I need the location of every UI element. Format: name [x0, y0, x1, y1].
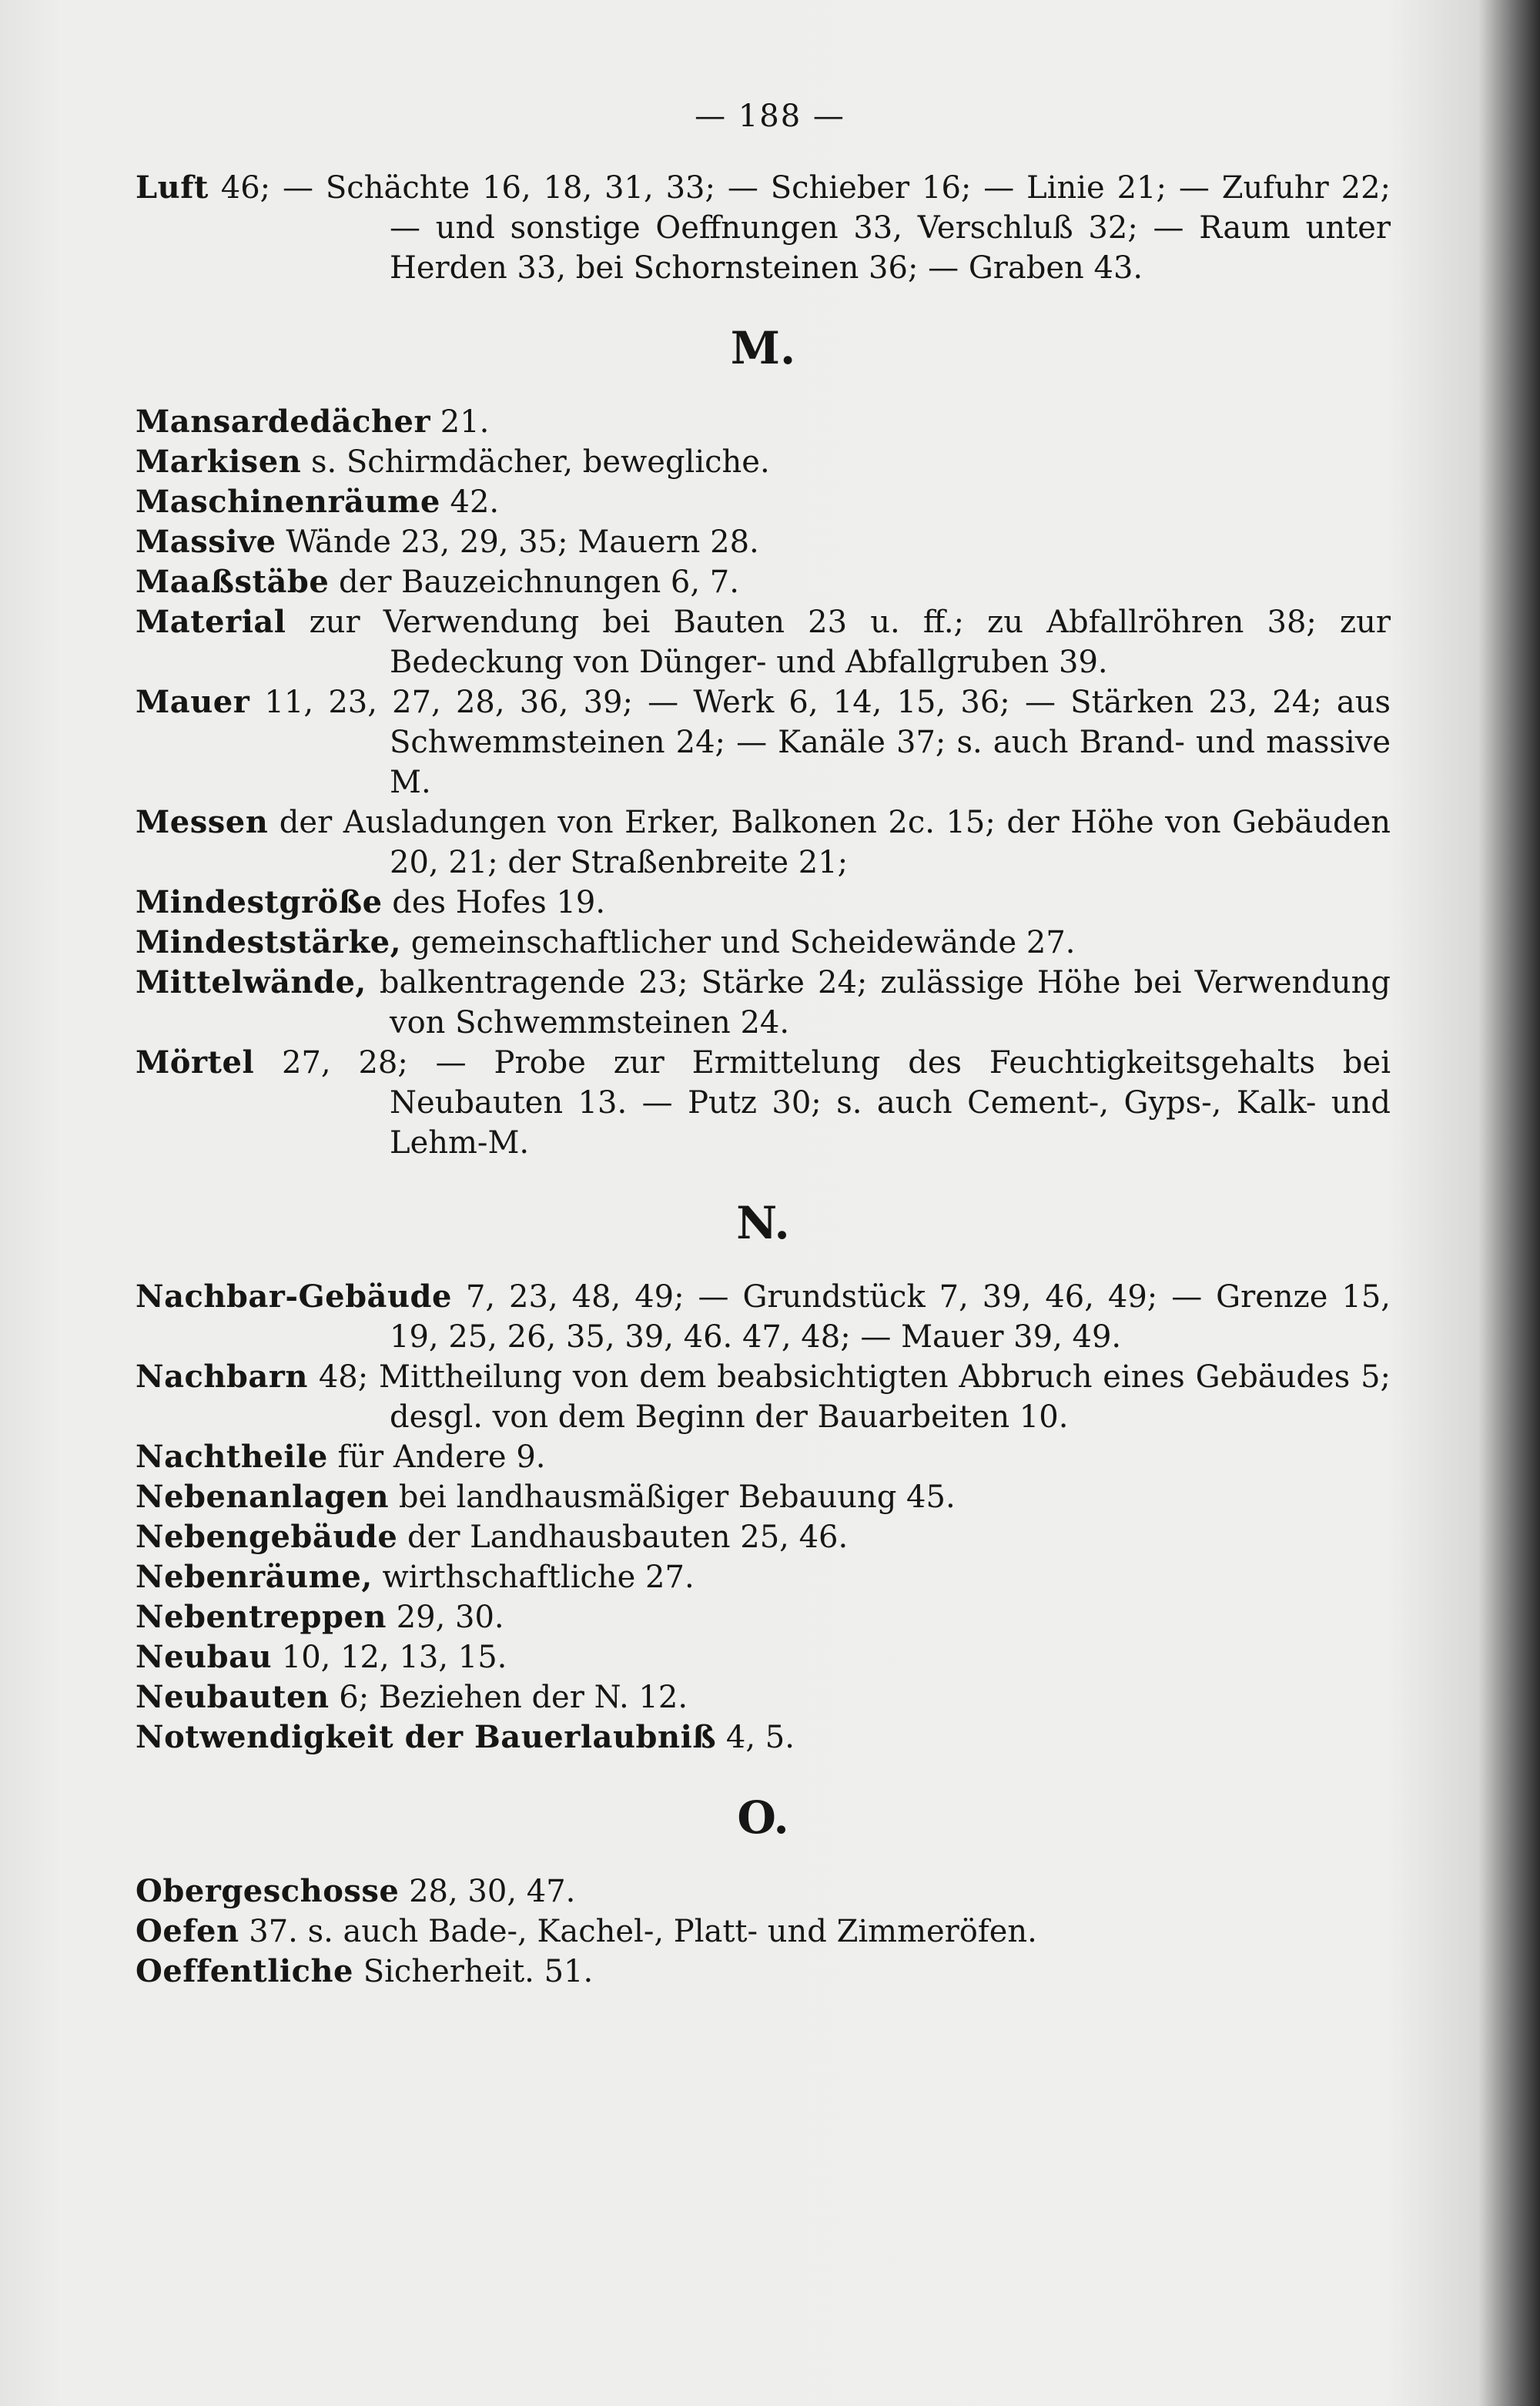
entry-headword: Mindestgröße — [136, 884, 383, 920]
entry-headword: Oefen — [136, 1913, 239, 1949]
index-entry — [136, 402, 1391, 442]
index-entry — [136, 1557, 1391, 1597]
entry-references: 42. — [440, 484, 500, 520]
entry-references: der Bauzeichnungen 6, 7. — [329, 565, 739, 600]
entry-references: 11, 23, 27, 28, 36, 39; — Werk 6, 14, 15, 36; — Stärken 23, 24; aus Schwemmsteinen 24; — Kanäle 37; s. auch Brand- und massive M. — [249, 685, 1391, 800]
entry-references: 6; Beziehen der N. 12. — [329, 1680, 688, 1715]
entry-references: Sicherheit. 51. — [353, 1954, 594, 1989]
page-number: — 188 — — [695, 99, 845, 134]
entry-references: für Andere 9. — [327, 1439, 546, 1475]
index-entry — [136, 1517, 1391, 1557]
index-entry — [136, 963, 1391, 1043]
index-entry — [136, 442, 1391, 482]
index-entry — [136, 803, 1391, 883]
entry-headword: Maaßstäbe — [136, 564, 330, 600]
entry-references: 29, 30. — [386, 1600, 504, 1635]
entry-references: balkentragende 23; Stärke 24; zulässige Höhe bei Verwendung von Schwemmsteinen 24. — [366, 965, 1391, 1040]
index-entry — [136, 883, 1391, 923]
entry-headword: Messen — [136, 804, 269, 840]
index-entry — [136, 1597, 1391, 1637]
index-entry — [136, 923, 1391, 963]
entry-references: 27, 28; — Probe zur Ermittelung des Feuchtigkeitsgehalts bei Neubauten 13. — Putz 30; s. auch Cement-, Gyps-, Kalk- und Lehm-M. — [254, 1045, 1391, 1161]
entry-references: 37. s. auch Bade-, Kachel-, Platt- und Zimmeröfen. — [239, 1914, 1037, 1949]
entry-headword: Maschinenräume — [136, 484, 440, 520]
entry-headword: Massive — [136, 524, 276, 560]
entry-references: des Hofes 19. — [382, 885, 606, 920]
entry-references: bei landhausmäßiger Bebauung 45. — [389, 1479, 956, 1515]
entry-references: Wände 23, 29, 35; Mauern 28. — [276, 524, 759, 560]
entry-headword: Neubau — [136, 1639, 273, 1675]
entry-references: wirthschaftliche 27. — [372, 1560, 695, 1595]
entry-headword: Notwendigkeit der Bauerlaubniß — [136, 1719, 717, 1755]
index-entry — [136, 682, 1391, 803]
index-entry — [136, 1717, 1391, 1758]
index-entry — [136, 1437, 1391, 1477]
entry-headword: Mörtel — [136, 1044, 255, 1081]
index-entry — [136, 1637, 1391, 1677]
entry-headword: Markisen — [136, 444, 302, 480]
index-entry — [136, 1043, 1391, 1163]
entry-headword: Mittelwände, — [136, 964, 367, 1000]
entry-headword: Nachbar-Gebäude — [136, 1278, 452, 1315]
entry-references: 7, 23, 48, 49; — Grundstück 7, 39, 46, 49; — Grenze 15, 19, 25, 26, 35, 39, 46. 47, 48; — Mauer 39, 49. — [390, 1279, 1391, 1355]
entry-references: gemeinschaftlicher und Scheidewände 27. — [401, 925, 1076, 960]
index-entry — [136, 1912, 1391, 1952]
index-entry — [136, 1677, 1391, 1717]
index-entry — [136, 1357, 1391, 1437]
index-entry — [136, 522, 1391, 562]
entry-headword: Mauer — [136, 684, 250, 720]
entry-headword: Nachbarn — [136, 1359, 308, 1395]
entry-headword: Nebentreppen — [136, 1599, 387, 1635]
entry-headword: Mansardedächer — [136, 404, 431, 440]
entry-references: zur Verwendung bei Bauten 23 u. ff.; zu Abfallröhren 38; zur Bedeckung von Dünger- und Abfallgruben 39. — [286, 605, 1391, 680]
index-entry — [136, 602, 1391, 682]
entry-headword: Obergeschosse — [136, 1873, 400, 1909]
entry-headword: Material — [136, 604, 286, 640]
index-entry — [136, 1872, 1391, 1912]
entry-references: 10, 12, 13, 15. — [272, 1640, 507, 1675]
entry-headword: Luft — [136, 169, 209, 206]
index-entry — [136, 168, 1391, 288]
index-entry — [136, 482, 1391, 522]
entry-references: s. Schirmdächer, bewegliche. — [301, 444, 770, 480]
entry-headword: Nebengebäude — [136, 1519, 398, 1555]
entry-references: 28, 30, 47. — [399, 1874, 576, 1909]
entry-headword: Nebenräume, — [136, 1559, 373, 1595]
entry-references: der Landhausbauten 25, 46. — [397, 1520, 849, 1555]
section-letter: N. — [736, 1197, 790, 1249]
section-letter: O. — [737, 1791, 789, 1844]
section-letter: M. — [730, 322, 796, 374]
entry-references: 21. — [430, 404, 490, 440]
entry-references: 4, 5. — [716, 1720, 795, 1755]
entry-references: der Ausladungen von Erker, Balkonen 2c. 15; der Höhe von Gebäuden 20, 21; der Straßenbreite 21; — [268, 805, 1391, 880]
entry-headword: Nachtheile — [136, 1439, 328, 1475]
index-list — [136, 168, 1391, 1992]
index-entry — [136, 562, 1391, 602]
entry-headword: Mindeststärke, — [136, 924, 402, 960]
entry-references: 46; — Schächte 16, 18, 31, 33; — Schieber 16; — Linie 21; — Zufuhr 22; — und sonstige Oeffnungen 33, Verschluß 32; — Raum unter Herden 33, bei Schornsteinen 36; — Graben 43. — [208, 170, 1391, 286]
entry-references: 48; Mittheilung von dem beabsichtigten Abbruch eines Gebäudes 5; desgl. von dem Beginn der Bauarbeiten 10. — [307, 1359, 1391, 1435]
entry-headword: Oeffentliche — [136, 1953, 353, 1989]
entry-headword: Neubauten — [136, 1679, 330, 1715]
entry-headword: Nebenanlagen — [136, 1479, 390, 1515]
index-entry — [136, 1952, 1391, 1992]
index-entry — [136, 1277, 1391, 1357]
index-entry — [136, 1477, 1391, 1517]
